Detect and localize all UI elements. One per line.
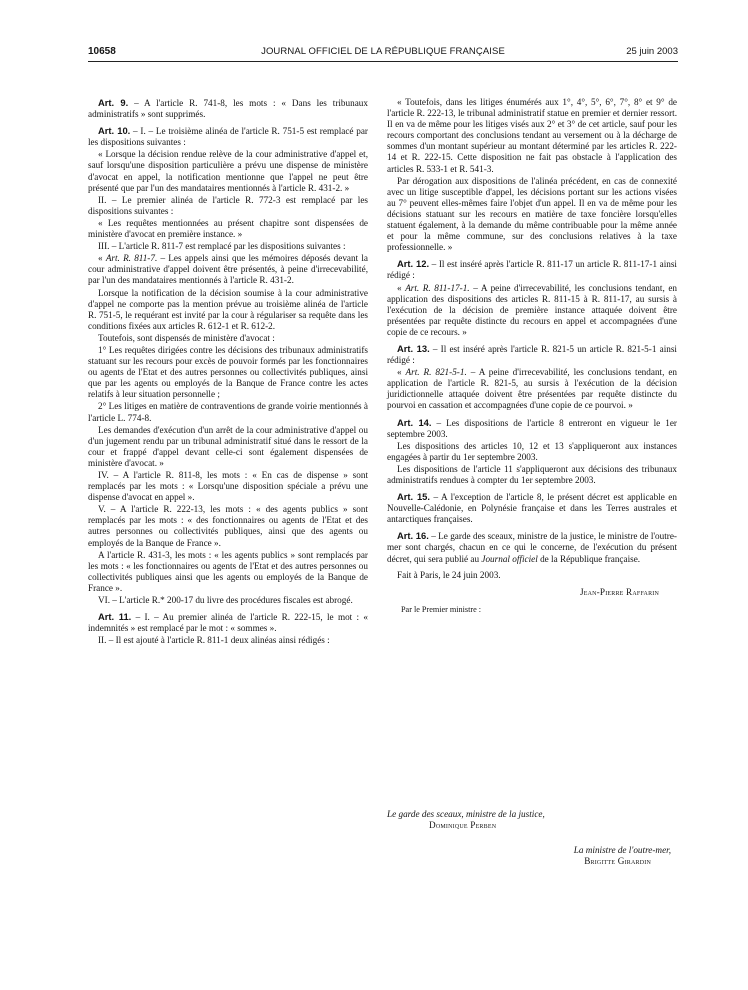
article-12: Art. 12. – Il est inséré après l'article R. 811-17 un article R. 811-17-1 ainsi rédigé : xyxy=(387,258,677,281)
minister-justice-title: Le garde des sceaux, ministre de la justice, xyxy=(387,809,545,819)
done-at-paris: Fait à Paris, le 24 juin 2003. xyxy=(397,569,501,580)
paragraph: 1° Les requêtes dirigées contre les décisions des tribunaux administratifs statuant sur les recours pour excès de pouvoir formés par les fonctionnaires ou agents de l'Etat et des autres personnes ou collectivités publiques, ainsi que par les agents ou employés de la Banque de France contre les actes relatifs à leur situation personnelle ; xyxy=(88,344,368,400)
paragraph: Lorsque la notification de la décision soumise à la cour administrative d'appel ne comporte pas la mention prévue au troisième alinéa de l'article R. 751-5, le requérant est invité par la cour à régulariser sa requête dans les conditions fixées aux articles R. 612-1 et R. 612-2. xyxy=(88,287,368,331)
page-number: 10658 xyxy=(88,46,116,57)
signer-overseas: Brigitte Girardin xyxy=(584,856,651,866)
paragraph: IV. – A l'article R. 811-8, les mots : « En cas de dispense » sont remplacés par les mots : « Lorsqu'une disposition spéciale a prévu une dispense d'avocat en appel ». xyxy=(88,470,368,503)
paragraph: III. – L'article R. 811-7 est remplacé par les dispositions suivantes : xyxy=(98,241,346,252)
page-header xyxy=(88,46,678,62)
paragraph: VI. – L'article R.* 200-17 du livre des procédures fiscales est abrogé. xyxy=(98,595,353,606)
paragraph: V. – A l'article R. 222-13, les mots : « des agents publics » sont remplacés par les mots : « des fonctionnaires ou agents de l'Etat et des autres personnes ou collectivités publiques, ainsi que des agents ou employés de la Banque de France ». xyxy=(88,504,368,548)
article-r-811-7: « Art. R. 811-7. – Les appels ainsi que les mémoires déposés devant la cour administrative d'appel doivent être présentés, à peine d'irrecevabilité, par l'un des mandataires mentionnés à l'article R. 431-2. xyxy=(88,253,369,286)
article-16: Art. 16. – Le garde des sceaux, ministre de la justice, le ministre de l'outre-mer sont chargés, chacun en ce qui le concerne, de l'exécution du présent décret, qui sera publié au Journal officiel de la République française. xyxy=(387,530,677,564)
signer-justice: Dominique Perben xyxy=(429,820,497,830)
article-9: Art. 9. – A l'article R. 741-8, les mots : « Dans les tribunaux administratifs » sont supprimés. xyxy=(88,97,368,120)
right-column xyxy=(387,97,677,615)
article-14: Art. 14. – Les dispositions de l'article 8 entreront en vigueur le 1er septembre 2003. xyxy=(387,416,677,439)
article-13: Art. 13. – Il est inséré après l'article R. 821-5 un article R. 821-5-1 ainsi rédigé : xyxy=(387,342,677,366)
article-11: Art. 11. – I. – Au premier alinéa de l'article R. 222-15, le mot : « indemnités » est remplacé par le mot : « sommes ». xyxy=(88,611,368,634)
signer-prime-minister: Jean-Pierre Raffarin xyxy=(579,586,659,597)
paragraph: II. – Le premier alinéa de l'article R. 772-3 est remplacé par les dispositions suivantes : xyxy=(88,194,368,216)
header-rule xyxy=(88,61,678,62)
article-r-811-17-1: « Art. R. 811-17-1. – A peine d'irrecevabilité, les conclusions tendant, en application des dispositions des articles R. 811-15 à R. 811-17, au sursis à l'exécution de la décision de première instance attaquée doivent être présentées par requête distincte du recours en appel et accompagnées d'une copie de ce recours. » xyxy=(387,282,678,337)
paragraph: Par dérogation aux dispositions de l'alinéa précédent, en cas de connexité avec un litige susceptible d'appel, les décisions portant sur les actions visées au 7° peuvent elles-mêmes faire l'objet d'un appel. Il en va de même pour les décisions statuant sur les recours en matière de taxe foncière lorsqu'elles statuent également, à la demande du même contribuable pour la même année et pour la même commune, sur des conclusions relatives à la taxe professionnelle. » xyxy=(387,175,677,253)
by-prime-minister: Par le Premier ministre : xyxy=(401,604,482,614)
minister-signatures xyxy=(387,805,677,867)
left-column xyxy=(88,97,368,647)
paragraph: Les demandes d'exécution d'un arrêt de la cour administrative d'appel ou d'un jugement rendu par un tribunal administratif situé dans le ressort de la cour et frappé d'appel devant celle-ci sont également dispensées de ministère d'avocat. » xyxy=(88,424,368,468)
article-10: Art. 10. – I. – Le troisième alinéa de l'article R. 751-5 est remplacé par les dispositions suivantes : xyxy=(88,125,368,148)
paragraph: Les dispositions de l'article 11 s'appliqueront aux décisions des tribunaux administratifs rendues à compter du 1er septembre 2003. xyxy=(387,463,677,485)
minister-overseas-title: La ministre de l'outre-mer, xyxy=(573,845,671,855)
paragraph: « Toutefois, dans les litiges énumérés aux 1°, 4°, 5°, 6°, 7°, 8° et 9° de l'article R. 222-13, le tribunal administratif statue en premier et dernier ressort. Il en va de même pour les litiges visés aux 2° et 3° de cet article, sauf pour les recours comportant des conclusions tendant au versement ou à la décharge de sommes d'un montant supérieur au montant déterminé par les articles R. 222-14 et R. 222-15. Cette disposition ne fait pas obstacle à l'application des articles R. 533-1 et R. 541-3. xyxy=(387,97,677,174)
issue-date: 25 juin 2003 xyxy=(626,46,678,57)
paragraph: II. – Il est ajouté à l'article R. 811-1 deux alinéas ainsi rédigés : xyxy=(98,635,330,646)
paragraph: 2° Les litiges en matière de contraventions de grande voirie mentionnés à l'article L. 774-8. xyxy=(88,401,368,423)
paragraph: « Lorsque la décision rendue relève de la cour administrative d'appel et, sauf lorsqu'une disposition particulière a prévu une dispense de ministère d'avocat en appel, la notification mentionne que l'appel ne peut être présenté que par l'un des mandataires mentionnés à l'article R. 431-2. » xyxy=(88,149,368,193)
paragraph: A l'article R. 431-3, les mots : « les agents publics » sont remplacés par les mots : « les fonctionnaires ou agents de l'Etat et des autres personnes ou collectivités publiques ainsi que les agents ou employés de la Banque de France ». xyxy=(88,549,368,593)
article-r-821-5-1: « Art. R. 821-5-1. – A peine d'irrecevabilité, les conclusions tendant, en application de l'article R. 821-5, au sursis à l'exécution de la décision juridictionnelle attaquée doivent être présentées par requête distincte du pourvoi en cassation et accompagnées d'une copie de ce pourvoi. » xyxy=(387,367,677,411)
signature-block xyxy=(387,587,677,615)
paragraph: « Les requêtes mentionnées au présent chapitre sont dispensées de ministère d'avocat en première instance. » xyxy=(88,217,368,240)
journal-title: JOURNAL OFFICIEL DE LA RÉPUBLIQUE FRANÇAISE xyxy=(261,46,505,57)
paragraph: Toutefois, sont dispensés de ministère d'avocat : xyxy=(98,332,275,343)
paragraph: Les dispositions des articles 10, 12 et 13 s'appliqueront aux instances engagées à partir du 1er septembre 2003. xyxy=(387,440,677,462)
article-15: Art. 15. – A l'exception de l'article 8, le présent décret est applicable en Nouvelle-Calédonie, en Polynésie française et dans les Terres australes et antarctiques françaises. xyxy=(387,491,677,525)
